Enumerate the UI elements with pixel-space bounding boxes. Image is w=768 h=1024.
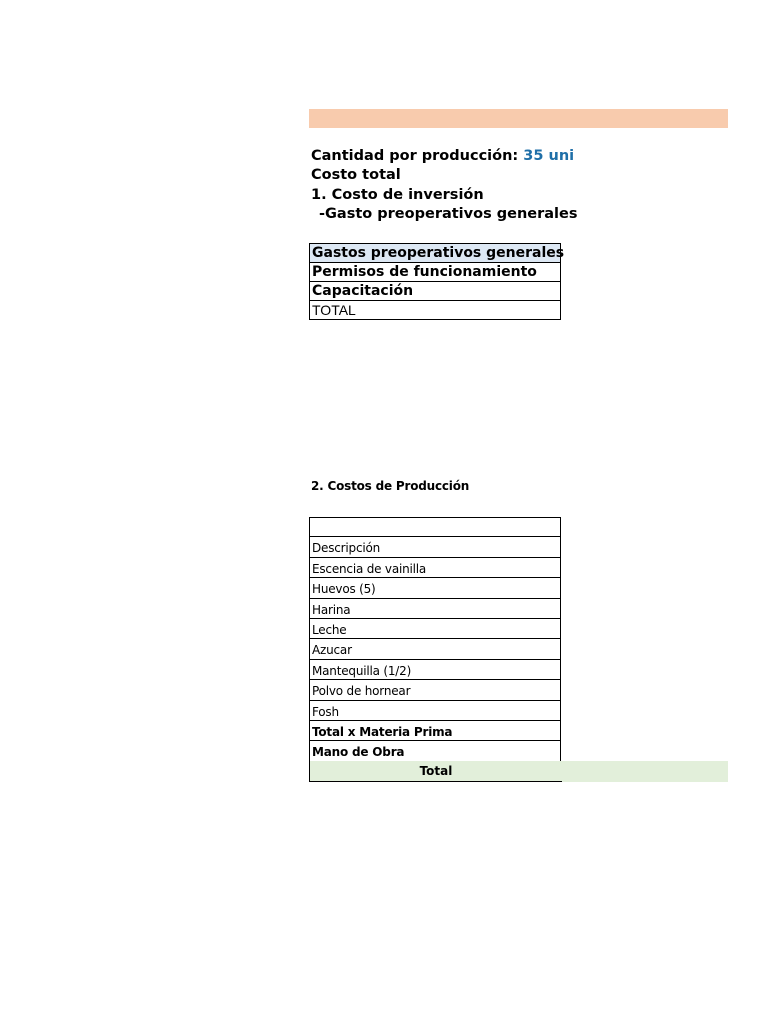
table-row[interactable]: Polvo de hornear bbox=[309, 680, 561, 700]
production-total-label: Total bbox=[310, 761, 562, 782]
table-row[interactable]: Huevos (5) bbox=[309, 578, 561, 598]
table-row[interactable]: Descripción bbox=[309, 537, 561, 557]
cantidad-line bbox=[311, 147, 575, 166]
header-banner bbox=[309, 109, 728, 128]
table-row[interactable]: Azucar bbox=[309, 639, 561, 659]
gasto-preop-heading: -Gasto preoperativos generales bbox=[319, 206, 578, 222]
table-row[interactable]: Mantequilla (1/2) bbox=[309, 660, 561, 680]
section2-title: 2. Costos de Producción bbox=[311, 479, 470, 493]
production-table bbox=[309, 517, 561, 762]
costo-total-heading: Costo total bbox=[311, 167, 401, 183]
table-row[interactable]: Permisos de funcionamiento bbox=[309, 263, 561, 282]
table-row[interactable] bbox=[309, 517, 561, 537]
table-row[interactable]: TOTAL bbox=[309, 301, 561, 320]
cantidad-label: Cantidad por producción: bbox=[311, 148, 524, 164]
production-total-row[interactable] bbox=[309, 761, 728, 782]
table-row[interactable]: Fosh bbox=[309, 701, 561, 721]
costo-inversion-heading: 1. Costo de inversión bbox=[311, 187, 484, 203]
table-row[interactable]: Capacitación bbox=[309, 282, 561, 301]
gastos-table bbox=[309, 243, 565, 320]
table-row[interactable]: Mano de Obra bbox=[309, 741, 561, 761]
table-row[interactable]: Escencia de vainilla bbox=[309, 558, 561, 578]
table-row[interactable]: Leche bbox=[309, 619, 561, 639]
table-row[interactable]: Total x Materia Prima bbox=[309, 721, 561, 741]
cantidad-value: 35 uni bbox=[523, 148, 575, 164]
table-row[interactable]: Gastos preoperativos generales bbox=[309, 243, 561, 263]
table-row[interactable]: Harina bbox=[309, 599, 561, 619]
